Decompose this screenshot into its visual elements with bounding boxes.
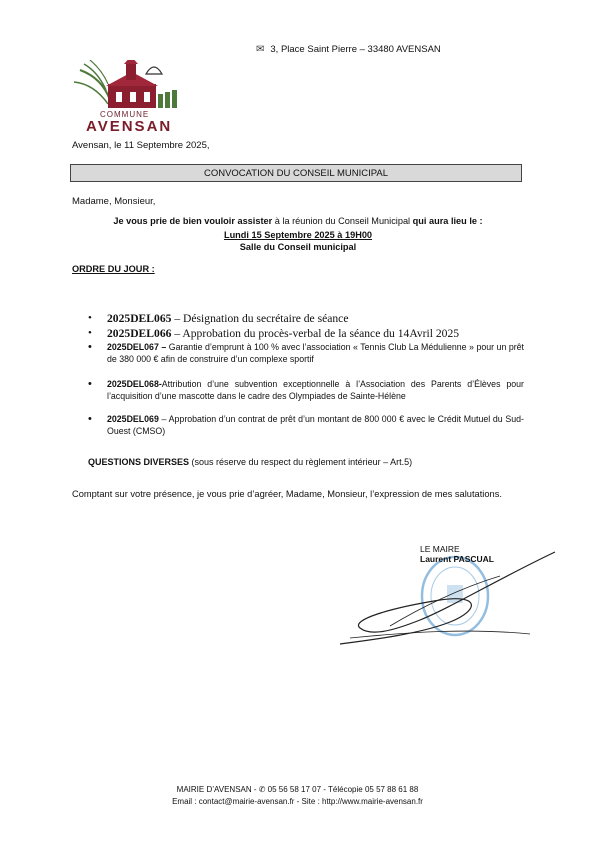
signatory-title: LE MAIRE [420,544,460,554]
agenda-item: • 2025DEL069 – Approbation d’un contrat de prêt d’un montant de 800 000 € avec le Crédit Mutuel du Sud-Ouest (CMSO) [88,413,524,436]
commune-label: COMMUNE [100,110,150,119]
closing-paragraph: Comptant sur votre présence, je vous prie d’agréer, Madame, Monsieur, l’expression de mes salutations. [72,489,502,499]
footer-contact: MAIRIE D’AVENSAN - ✆ 05 56 58 17 07 - Télécopie 05 57 88 61 88 [176,785,419,794]
dome-icon [146,60,162,74]
agenda-item: • 2025DEL067 – Garantie d’emprunt à 100 % avec l’association « Tennis Club La Médulienne » pour un prêt de 380 000 € afin de construire d’un complexe sportif [88,341,524,364]
commune-name: AVENSAN [86,118,173,135]
date-line: Avensan, le 11 Septembre 2025, [72,140,210,151]
bullet-icon: • [88,312,92,324]
intro-paragraph: Je vous prie de bien vouloir assister à la réunion du Conseil Municipal qui aura lieu le : [113,216,483,226]
bullet-icon: • [88,413,92,425]
agenda-heading: ORDRE DU JOUR : [72,264,155,274]
envelope-icon: ✉ [256,44,265,55]
agenda-item: • 2025DEL065 – Désignation du secrétaire de séance [88,312,349,325]
church-icon [106,60,158,108]
agenda-item: • 2025DEL066 – Approbation du procès-verbal de la séance du 14Avril 2025 [88,327,460,340]
agenda-item: • 2025DEL068-Attribution d’une subvention exceptionnelle à l’Association des Parents d’Élèves pour l’acquisition d’une mascotte dans le cadre des Olympiades de Sainte-Hélène [88,378,524,401]
document-title: CONVOCATION DU CONSEIL MUNICIPAL [70,164,522,182]
salutation: Madame, Monsieur, [72,196,156,207]
meeting-place: Salle du Conseil municipal [239,242,357,252]
palm-icon [74,60,110,104]
bullet-icon: • [88,327,92,339]
bullet-icon: • [88,341,92,353]
meeting-date: Lundi 15 Septembre 2025 à 19H00 [223,230,373,240]
bullet-icon: • [88,378,92,390]
vineyard-icon [158,90,177,108]
questions-diverses: QUESTIONS DIVERSES (sous réserve du respect du règlement intérieur – Art.5) [88,457,413,467]
signatory-name: Laurent PASCUAL [420,554,494,564]
sender-address: ✉ 3, Place Saint Pierre – 33480 AVENSAN [256,44,441,55]
handwritten-signature [330,548,560,658]
footer-web: Email : contact@mairie-avensan.fr - Site : http://www.mairie-avensan.fr [172,797,423,806]
